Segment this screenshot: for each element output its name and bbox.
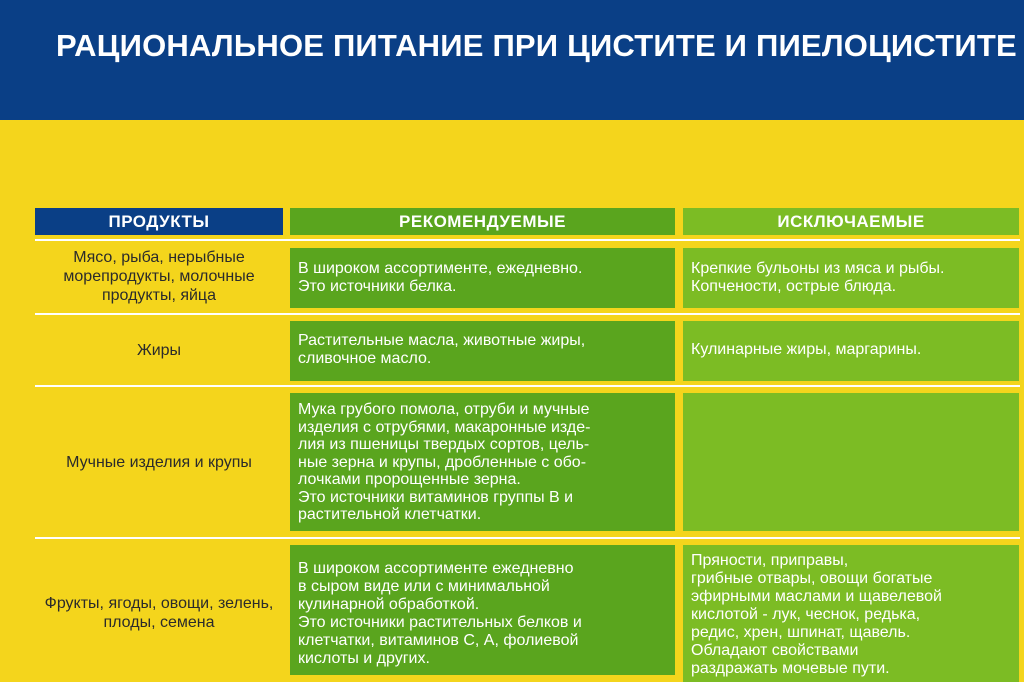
product-label: Жиры bbox=[136, 341, 182, 359]
row-divider bbox=[35, 537, 1020, 539]
column-header-products: ПРОДУКТЫ bbox=[35, 208, 283, 235]
row-divider bbox=[35, 239, 1020, 241]
product-label: Мучные изделия и крупы bbox=[66, 454, 252, 471]
cell-excluded-meat bbox=[683, 248, 1019, 308]
cell-excluded-fats bbox=[683, 321, 1019, 381]
product-label: Мясо, рыба, нерыбные морепродукты, молочные продукты, яйца bbox=[63, 248, 255, 304]
column-header-excluded: ИСКЛЮЧАЕМЫЕ bbox=[683, 208, 1019, 235]
excluded-text: Пряности, приправы, грибные отвары, овощи богатые эфирными маслами и щавелевой кислотой - лук, чеснок, редька, редис, хрен, шпинат, щавель. Обладают свойствами раздражать мочевые пути. bbox=[691, 552, 942, 677]
row-product-meat bbox=[35, 243, 283, 309]
product-label: Фрукты, ягоды, овощи, зелень, плоды, семена bbox=[44, 594, 274, 631]
cell-excluded-flour bbox=[683, 393, 1019, 531]
cell-recommended-fruits bbox=[290, 545, 675, 675]
recommended-text: В широком ассортименте, ежедневно. Это источники белка. bbox=[298, 260, 583, 295]
excluded-text: Крепкие бульоны из мяса и рыбы. Копчености, острые блюда. bbox=[691, 260, 945, 295]
recommended-text: Растительные масла, животные жиры, сливочное масло. bbox=[298, 332, 586, 367]
header-banner bbox=[0, 0, 1024, 120]
cell-excluded-fruits bbox=[683, 545, 1019, 682]
cell-recommended-flour bbox=[290, 393, 675, 531]
row-divider bbox=[35, 385, 1020, 387]
page-title: РАЦИОНАЛЬНОЕ ПИТАНИЕ ПРИ ЦИСТИТЕ И ПИЕЛОЦИСТИТЕ bbox=[56, 28, 1017, 63]
row-product-flour bbox=[35, 390, 283, 535]
row-product-fruits bbox=[35, 543, 283, 682]
excluded-text: Кулинарные жиры, маргарины. bbox=[691, 341, 922, 358]
column-header-recommended: РЕКОМЕНДУЕМЫЕ bbox=[290, 208, 675, 235]
cell-recommended-meat bbox=[290, 248, 675, 308]
recommended-text: В широком ассортименте ежедневно в сыром виде или с минимальной кулинарной обработкой. Это источники растительных белков и клетчатки, витаминов С, А, фолиевой кислоты и других. bbox=[298, 560, 582, 667]
recommended-text: Мука грубого помола, отруби и мучные изделия с отрубями, макаронные изде- лия из пшеницы твердых сортов, цель- ные зерна и крупы, дробленные с обо- лочками пророщенные зерна. Это источники витаминов группы В и растительной клетчатки. bbox=[298, 401, 591, 523]
cell-recommended-fats bbox=[290, 321, 675, 381]
row-divider bbox=[35, 313, 1020, 315]
row-product-fats bbox=[35, 318, 283, 382]
